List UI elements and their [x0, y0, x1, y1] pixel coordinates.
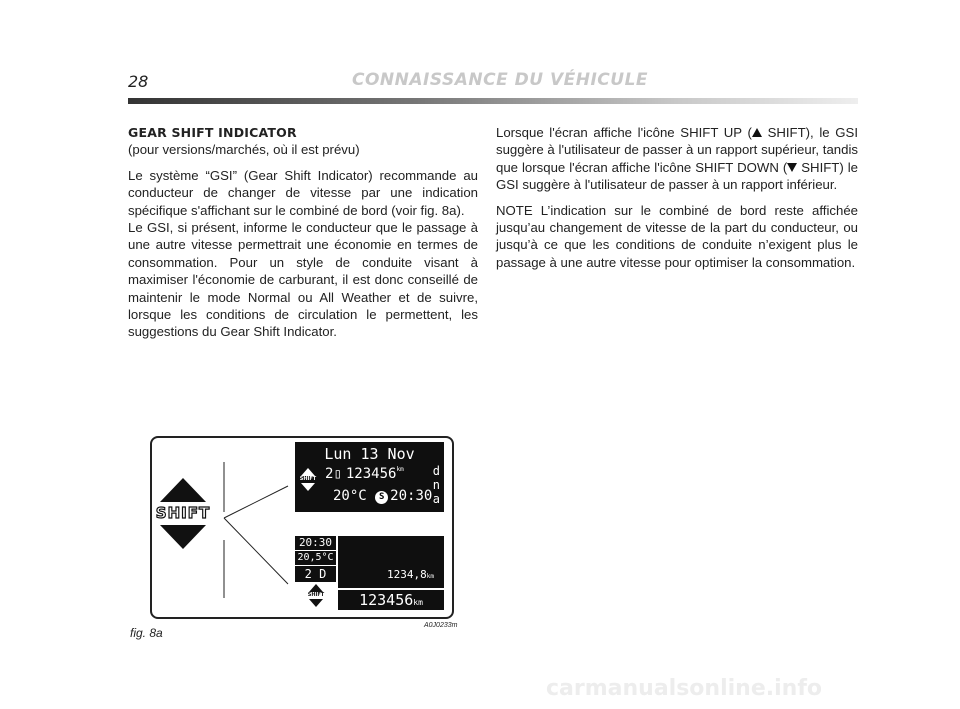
right-column [496, 124, 858, 279]
display-top-clock: 20:30 [390, 488, 433, 504]
gear-selector-icon: ▯ [333, 466, 342, 482]
display-bottom-clock: 20:30 [295, 536, 336, 550]
display-bottom-gear: 2 [304, 567, 312, 581]
display-bottom-shift-label: SHIFT [307, 592, 325, 598]
shift-up-icon [301, 468, 315, 476]
display-bottom-odometer-cell [338, 590, 444, 610]
figure-label: fig. 8a [130, 626, 163, 640]
shift-down-icon [309, 599, 323, 607]
display-top [295, 442, 444, 512]
display-top-gear: 2 [325, 466, 334, 482]
large-shift-label: SHIFT [155, 504, 211, 522]
dna-letter: n [432, 478, 440, 492]
dna-letter: a [432, 492, 440, 506]
section-title: CONNAISSANCE DU VÉHICULE [352, 70, 649, 90]
page-number: 28 [128, 72, 149, 91]
display-top-shift-indicator [297, 468, 319, 491]
display-top-shift-label: SHIFT [299, 476, 317, 482]
display-top-odometer-row [325, 466, 404, 482]
display-bottom-odometer-unit: km [413, 598, 423, 607]
display-top-odometer-unit: km [396, 466, 404, 473]
shift-explanation: Lorsque l'écran affiche l'icône SHIFT UP ( SHIFT), le GSI suggère à l'utilisateur de passer à un rapport supérieur, tandis que lorsque l'écran affiche l'icône SHIFT DOWN ( SHIFT) le GSI suggère à l'utilisateur de passer à un rapport inférieur. [496, 125, 859, 193]
shift-up-icon [309, 584, 323, 592]
display-bottom-gear-mode: D [319, 567, 327, 581]
display-top-temperature: 20°C [333, 488, 367, 504]
display-bottom-trip: 1234,8km [387, 568, 434, 581]
display-date: Lun 13 Nov [324, 445, 415, 463]
watermark: carmanualsonline.info [546, 676, 822, 701]
left-column [128, 124, 478, 349]
figure-code: A0J0233m [424, 622, 458, 629]
note-paragraph: NOTE L’indication sur le combiné de bord reste affichée jusqu’au changement de vitesse de la part du conducteur, ou jusqu’à ce que les conditions de conduite n’exigent plus le passage à une autre vitesse pour optimiser la consommation. [496, 202, 858, 270]
display-bottom-gear-cell [295, 566, 336, 582]
sport-mode-icon: S [375, 491, 388, 504]
display-bottom-temperature: 20,5°C [295, 551, 336, 565]
display-bottom-trip-cell [338, 536, 444, 588]
shift-down-icon [787, 163, 797, 172]
display-bottom [295, 536, 444, 612]
shift-up-icon [752, 128, 762, 137]
shift-down-icon [301, 483, 315, 491]
gsi-subtitle: (pour versions/marchés, où il est prévu) [128, 142, 360, 158]
dna-mode-letters [433, 464, 440, 506]
display-top-status-row [333, 488, 432, 504]
display-top-odometer: 123456 [345, 466, 397, 482]
figure-8a [150, 436, 454, 619]
header-rule [128, 98, 858, 104]
gsi-paragraph-2: Le GSI, si présent, informe le conducteur que le passage à une autre vitesse permettrait une économie en termes de consommation. Pour un style de conduite visant à maximiser l'économie de carburant, il est donc conseillé de maintenir le mode Normal ou All Weather et de suivre, lorsque les conditions de circulation le permettent, les suggestions du Gear Shift Indicator. [128, 220, 478, 340]
dna-letter: d [432, 464, 440, 478]
gsi-title: GEAR SHIFT INDICATOR [128, 125, 297, 140]
display-bottom-shift-indicator [305, 584, 327, 607]
gsi-paragraph-1: Le système “GSI” (Gear Shift Indicator) recommande au conducteur de changer de vitesse par une indication spécifique s'affichant sur le combiné de bord (voir fig. 8a). [128, 167, 478, 218]
display-bottom-odometer: 123456 [359, 591, 414, 609]
